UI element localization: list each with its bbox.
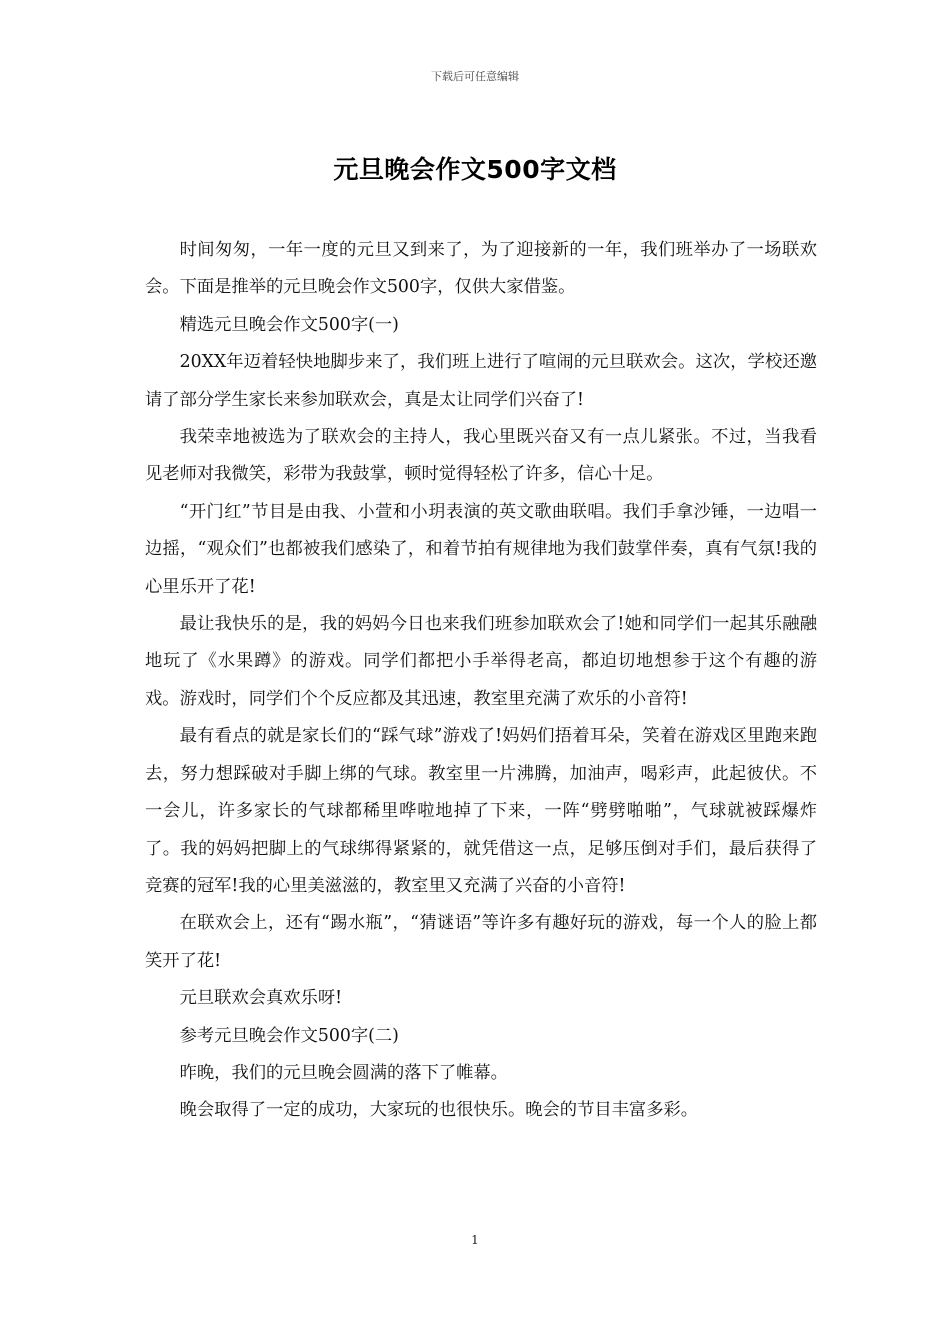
paragraph-intro: 时间匆匆，一年一度的元旦又到来了，为了迎接新的一年，我们班举办了一场联欢会。下面是推举的元旦晚会作文500字，仅供大家借鉴。 — [145, 240, 817, 298]
paragraph: 最有看点的就是家长们的“踩气球”游戏了!妈妈们捂着耳朵，笑着在游戏区里跑来跑去，努力想踩破对手脚上绑的气球。教室里一片沸腾，加油声，喝彩声，此起彼伏。不一会儿，许多家长的气球都稀里哗啦地掉了下来，一阵“劈劈啪啪”，气球就被踩爆炸了。我的妈妈把脚上的气球绑得紧紧的，就凭借这一点，足够压倒对手们，最后获得了竞赛的冠军!我的心里美滋滋的，教室里又充满了兴奋的小音符! — [145, 726, 817, 896]
paragraph: 20XX年迈着轻快地脚步来了，我们班上进行了喧闹的元旦联欢会。这次，学校还邀请了部分学生家长来参加联欢会，真是太让同学们兴奋了! — [145, 352, 817, 410]
paragraph: 我荣幸地被选为了联欢会的主持人，我心里既兴奋又有一点儿紧张。不过，当我看见老师对我微笑，彩带为我鼓掌，顿时觉得轻松了许多，信心十足。 — [145, 427, 817, 485]
header-note: 下载后可任意编辑 — [431, 70, 519, 83]
paragraph: 晚会取得了一定的成功，大家玩的也很快乐。晚会的节目丰富多彩。 — [179, 1100, 699, 1121]
paragraph: “开门红”节目是由我、小萱和小玥表演的英文歌曲联唱。我们手拿沙锤，一边唱一边摇，“观众们”也都被我们感染了，和着节拍有规律地为我们鼓掌伴奏，真有气氛!我的心里乐开了花! — [145, 501, 817, 597]
document-title: 元旦晚会作文500字文档 — [333, 155, 617, 184]
paragraph: 元旦联欢会真欢乐呀! — [179, 988, 343, 1009]
page-number: 1 — [471, 1233, 479, 1247]
section-heading-2: 参考元旦晚会作文500字(二) — [179, 1025, 399, 1046]
section-heading-1: 精选元旦晚会作文500字(一) — [179, 314, 399, 335]
paragraph: 在联欢会上，还有“踢水瓶”，“猜谜语”等许多有趣好玩的游戏，每一个人的脸上都笑开了花! — [145, 913, 817, 971]
paragraph: 最让我快乐的是，我的妈妈今日也来我们班参加联欢会了!她和同学们一起其乐融融地玩了《水果蹲》的游戏。同学们都把小手举得老高，都迫切地想参于这个有趣的游戏。游戏时，同学们个个反应都及其迅速，教室里充满了欢乐的小音符! — [145, 614, 817, 709]
paragraph: 昨晚，我们的元旦晚会圆满的落下了帷幕。 — [179, 1062, 508, 1083]
document-body — [145, 232, 817, 1130]
